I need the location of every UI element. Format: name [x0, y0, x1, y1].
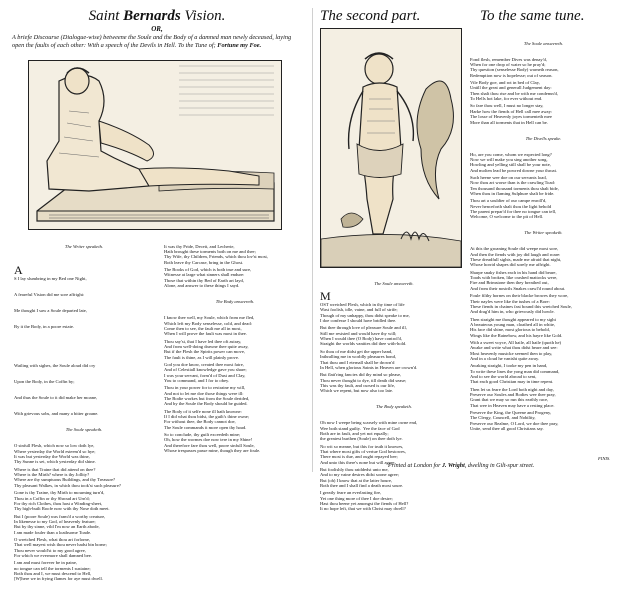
verse-line: This was thy fault, and cursed is our life,	[320, 382, 396, 388]
section-heading: The Soule answereth.	[523, 40, 564, 46]
verse-line: Where are thy sumptuous Buildings, and thy Treasure?	[14, 477, 116, 483]
verse-line: Thou in your power for to restraine my will,	[164, 385, 246, 391]
verse-line: Whose trespasses passe mine, though they are foule.	[164, 448, 261, 454]
verse-line: I greatly feare an everlasting fire,	[320, 490, 382, 496]
verse-block	[164, 315, 306, 453]
verse-block	[164, 244, 306, 289]
verse-line: Wee both stand guilty. Yee the face of God	[320, 425, 400, 431]
verse-line: In Hell, when glorious Saints in Heaven are crown'd.	[320, 364, 418, 370]
verse-line: At this the groaning Soule did weepe most sore,	[470, 246, 559, 252]
left-column-1: The Writer speaketh. A S I lay slumbring in my Bed one Night, A feareful Vision did me sore affright: Me thought I saw a Soule departed late, By it the Body, in a poore estate. Wailing with sighes, the Soule aloud did cry Upon the Body, in the Coffin by; And thus the Soule to it did make her moane, With grievous sobs, and many a bitter groane. The Soule speaketh. O sinfull Flesh, which now so low doth lye, Where yesterday the World esteem'd so hye; It was but yesterday the World was thine, Thy Sunne is set, which yesterday did shine. Where is that Traine that did attend on thee? Where is the Mirth? where is thy Jollity? Where are thy sumptuous Buildings, and thy Treasure? Thy pleasant Walkes, in which thou took'st such pleasure? Gone is thy Traine, thy Mirth to mourning turn'd, Thou in a Coffin or thy Shroud art Urn'd; For thy rich Clothes, thou hast a Winding-sheet, Thy high-built Roofe now with thy Nose doth meet. But I (poore Soule) was fram'd a worthy creature, In likenesse to my God, of heavenly feature; But by thy sinne, vild I'm now an Earth abode, I am made fouler than a loathsome Toade. O wretched Flesh, what thou art forlorne, That well mayest wish thou never hadst bin borne; Thou never would'st to my good agree, For which we evermore shall damned bee. I am and must forever be in paine, no tongue can tell the torments I sustaine; Both thou and I, we must descend to Hell, [W]here we in frying flames for aye must dwell.	[14, 233, 154, 592]
verse-line: Where is that Traine that did attend on thee?	[14, 466, 96, 472]
verse-line: Now thou art worse than is the crawling Toad:	[470, 180, 556, 186]
verse-line: Hast thou beene yet amongst the fiends of Hell?	[320, 501, 409, 507]
verse-line: Still me resisted and would have thy will;	[320, 330, 397, 336]
verse-line: The parent prepar'd for thee no tongue can tell,	[470, 209, 557, 214]
verse-line: Those that within thy Bed of Earth art layd,	[164, 277, 244, 283]
verse-block	[14, 443, 154, 581]
verse-line: Fire and Brimstone then they breathed out,	[470, 280, 549, 286]
verse-line: His face did shine, most glorious to behold,	[470, 327, 550, 333]
verse-line: Straight the worlds vanities did thee with-hold.	[320, 341, 407, 347]
verse-line: And unto this there's none but will agree.	[320, 459, 396, 465]
verse-line: More than all torments that in Hell can be.	[470, 119, 548, 125]
verse-line: Both thou and I, we must descend to Hell,	[14, 570, 92, 576]
verse-line: These dreadfull sights, made me afraid that night,	[470, 257, 562, 263]
verse-line: [W]here we in frying flames for aye must dwell.	[14, 576, 103, 582]
right-column-1	[320, 270, 468, 522]
verse-line: Thy question (senselesse Body) warneth reason,	[470, 67, 559, 73]
verse-line: That wee in Heaven may have a resting place.	[470, 402, 555, 408]
verse-line: A beauteous young man, cloathed all in white,	[470, 321, 556, 327]
verse-line: Both leave thy Carcase, bring in the Ghost.	[164, 259, 244, 265]
verse-line: And molten lead be powred downe your throat.	[470, 167, 558, 173]
verse-line: But thee through love of pleasure Soule and ill,	[320, 325, 407, 331]
verse-line: Wast foolish, idle, vaine, and full of strife;	[320, 307, 398, 313]
verse-line: Gone is thy Traine, thy Mirth to mourning turn'd,	[14, 490, 105, 496]
verse-line: O sinfull Flesh, which now so low doth lye,	[14, 443, 95, 449]
verse-line: O wretched Flesh, what thou art forlorne,	[14, 536, 91, 542]
second-part-title: The second part. To the same tune.	[320, 8, 585, 24]
verse-line: I am and must forever be in paine,	[14, 560, 78, 566]
verse-line: God you doe know, created thee most faire,	[164, 361, 244, 367]
verse-line: Then shalt thou rise and be with me condemn'd,	[470, 90, 558, 96]
verse-line: Then straight me thought appeared to my sight	[470, 316, 556, 322]
verse-line: If I did what thou bidst, the guilt's thine owne;	[164, 414, 250, 419]
verse-line: When thou in flaming Sulphure shalt be fride.	[470, 190, 555, 196]
verse-line: The Clergy, Councell, and Nobility,	[470, 415, 536, 421]
verse-line: And to my vaine desires didst soone agree;	[320, 472, 399, 478]
page-title: Saint Bernards Vision.	[88, 8, 226, 24]
finis-mark: FINIS.	[598, 456, 611, 461]
verse-line: When for one drop of water so he pray'd;	[470, 62, 546, 68]
drop-cap: A	[14, 263, 23, 278]
verse-line: Howling and yelling still shall be your note,	[470, 162, 551, 168]
left-column-2	[164, 233, 306, 464]
verse-line: You to command, and I for to obey.	[164, 377, 230, 383]
verse-line: Whose horrid shapes did sorely me affright.	[470, 262, 551, 268]
verse-line: Toads with broken, like crashed mattocks were,	[470, 275, 558, 281]
verse-line: For without thee, the Body cannot doe,	[164, 419, 236, 425]
verse-line: I doe confesse I should have bridled thee.	[320, 318, 397, 324]
verse-line: Thou in a Coffin or thy Shroud art Urn'd;	[14, 495, 90, 501]
verse-line: Now we will make you sing another song,	[470, 156, 548, 162]
verse-line: Sharpe snaky fishes each in his hand did beare,	[470, 269, 557, 275]
verse-line: Preserve our Realme, O Lord, we doe thee pray,	[470, 420, 559, 426]
right-column-2	[470, 30, 617, 442]
verse-line: Thy pleasant Walkes, in which thou took'st such pleasure?	[14, 482, 121, 488]
subtitle: A briefe Discourse (Dialogue-wise) betweene the Soule and the Body of a damned man newly deceased, laying open the faults of each other: With a speech of the Devils in Hell. To the Tune of; Fortune my Foe.	[12, 34, 292, 49]
verse-line: And not to let me doe those things were ill:	[164, 390, 244, 396]
verse-line: I am made fouler than a loathsome Toade.	[14, 529, 92, 535]
verse-line: The Body of it selfe none ill hath knowne:	[164, 408, 242, 414]
verse-line: Preserve the King, the Queene and Progeny,	[470, 410, 552, 416]
verse-line: Yet one thing more of thee I doe desire;	[320, 495, 393, 501]
section-heading: The Divells speake.	[525, 135, 562, 141]
verse-line: For thy rich Clothes, thou hast a Winding-sheet,	[14, 500, 103, 506]
verse-line: Inthralling me in worldly pleasures bond,	[320, 354, 397, 360]
verse-line: Both thee and I shall find a death most soure.	[320, 483, 404, 489]
verse-line: When I would thee (O Body) have control'd,	[320, 336, 402, 342]
verse-block	[320, 302, 468, 394]
verse-line: Harke how the fiends of Hell call mee away:	[470, 108, 553, 114]
verse-line: So thou of me didst get the upper hand,	[320, 348, 393, 354]
verse-line: In likenesse to my God, of heavenly feature;	[14, 518, 96, 524]
verse-line: Unite, send thee all good Christians say.	[470, 426, 544, 432]
stanza-1: A S I lay slumbring in my Bed one Night, A feareful Vision did me sore affright: Me thought I saw a Soule departed late, By it the Body, in a poore estate.	[14, 263, 87, 329]
verse-line: And from their nostrils Snakes crawl'd round about.	[470, 285, 566, 291]
verse-line: That thou and I eternall shall be drown'd	[320, 359, 395, 365]
verse-line: Awake and write what thou didst heare and see:	[470, 345, 558, 351]
or-line: OR,	[151, 25, 163, 33]
verse-line: Oh now I weepe being scarsely with mine owne end,	[320, 420, 418, 426]
verse-line: Welcome, O welcome to the pit of Hell.	[470, 214, 544, 220]
broadside-sheet	[8, 8, 617, 582]
verse-line: The Bodie workes but from the Soule derided,	[164, 395, 250, 401]
verse-line: Ten thousand thousand torments thou shalt bide,	[470, 185, 559, 191]
verse-line: The fault is thine, as I will plainly prove.	[164, 354, 240, 360]
verse-line: The Books of God, which is both true and sure,	[164, 267, 252, 273]
verse-line: Fond flesh, remember Dives was denay'd,	[470, 56, 547, 62]
verse-line: Redemption now is hopelesse; out of season.	[470, 72, 553, 78]
page-divider	[312, 8, 313, 472]
woodcut-image	[321, 29, 461, 267]
verse-line: Come then to see, the fault me all in most,	[164, 325, 242, 331]
verse-line: Untill the great and generall Judgement day:	[470, 85, 552, 91]
verse-line: The losse of Heavenly joyes tormenteth mee	[470, 114, 552, 120]
section-heading: The Body speaketh.	[376, 404, 412, 410]
section-heading: The Writer speaketh.	[64, 243, 104, 249]
verse-line: Foule filthy hornes on their blacke browes they wore,	[470, 293, 569, 299]
verse-line: Wings like the Rainebow, and his hayre like Gold.	[470, 332, 563, 338]
verse-line: Alone, and answer to these things I sayd.	[164, 283, 240, 289]
verse-line: That each good Christian may in time repent.	[470, 379, 554, 385]
verse-line: the greatest burthen (Soule) on thee doth lye.	[320, 436, 403, 442]
verse-line: Then let us feare the Lord both night and day,	[470, 386, 554, 392]
verse-line: Preserve our Soules and Bodies wee thee pray,	[470, 392, 556, 397]
verse-line: So to conclude, thy guilt exceedeth mine;	[164, 432, 241, 438]
verse-line: But if the Flesh the Spirits power can move,	[164, 349, 246, 355]
verse-line: Thy high-built Roofe now with thy Nose doth meet.	[14, 506, 110, 512]
verse-line: And drag'd him in, who grievously did howle.	[470, 309, 555, 315]
section-heading: The Body answereth.	[215, 299, 255, 305]
verse-line: When I will prove the fault was most in thee.	[164, 331, 247, 337]
verse-line: Thou never would'st to my good agree,	[14, 547, 86, 553]
verse-line: Awaking straight, I tooke my pen in hand,	[470, 363, 548, 369]
verse-line: It was thy Pride, Deceit, and Lecherie,	[164, 243, 235, 249]
imprint: Printed at London for J. Wright, dwelling in Gilt-spur street.	[388, 463, 535, 469]
verse-line: Most heavenly musicke seemed then to play,	[470, 350, 553, 356]
verse-line: To Hells hot lake, for ever without end.	[470, 96, 543, 102]
verse-block	[470, 57, 617, 125]
verse-line: no tongue can tell the torments I sustaine;	[14, 565, 91, 571]
verse-line: But (oh) I know that at the latter houre,	[320, 477, 393, 483]
verse-line: Ho, are you come, whom we expected long?	[470, 151, 552, 157]
woodcut-corpse-on-bed	[28, 60, 282, 230]
verse-line: There most is due, and ought repayed bee;	[320, 454, 398, 460]
verse-line: Vile Body goe, and rot in bed of Clay,	[470, 80, 540, 86]
verse-line: That well mayest wish thou never hadst bin borne;	[14, 542, 107, 548]
verse-line: And in a cloud he vanisht quite away.	[470, 355, 540, 361]
verse-line: But by thy sinne, vild I'm now an Earth abode,	[14, 524, 100, 530]
verse-line: Thy Wife, thy Children, Friends, which thou lov'st most,	[164, 254, 268, 260]
verse-line: But foolishly thou raiddedst unto me,	[320, 467, 389, 473]
verse-line: No wit so meane, but this for truth it knowes,	[320, 443, 404, 449]
verse-line: Thou say'st, that I have led thee oft astray,	[164, 338, 242, 344]
verse-line: And then the fiends with joy did laugh and roare:	[470, 251, 561, 257]
verse-block	[470, 246, 617, 431]
section-heading: The Writer speaketh.	[524, 230, 563, 236]
verse-line: The Soule commands it more open thy hoad.	[164, 424, 247, 430]
verse-line: Oh, how the wormes doe now tere in my Shine!	[164, 437, 253, 443]
verse-line: And by the Soule the Body should be guided.	[164, 401, 248, 407]
woodcut-devil-figure	[320, 28, 462, 268]
verse-line: And to see the world abroad to sent,	[470, 373, 537, 379]
section-heading: The Soule answereth.	[374, 280, 414, 286]
woodcut-image	[29, 61, 281, 229]
drop-cap: M	[320, 289, 331, 304]
second-part-page	[320, 8, 617, 512]
verse-line: For which we evermore shall damned bee.	[14, 552, 92, 558]
verse-line: Where yesterday the World esteem'd so hye;	[14, 448, 96, 454]
verse-line: These fiends in chaines fast bound this wretched Soule,	[470, 303, 572, 309]
verse-line: Which we repent, but now also too late.	[320, 388, 394, 394]
section-heading: The Soule speaketh.	[65, 427, 103, 433]
verse-line: Grant that we may so run this earthly race,	[470, 397, 549, 403]
verse-line: It no hope left, that we with Christ may dwell?	[320, 506, 406, 512]
verse-line: Which left my Body senselesse, cold, and dead:	[164, 320, 252, 326]
verse-line: Their nayles were like the tushes of a Bore:	[470, 298, 550, 304]
verse-line: OST wretched Flesh, which in thy time of life	[320, 302, 405, 308]
verse-line: Never henceforth shalt thou the light behold	[470, 203, 552, 209]
verse-line: Thy Sunne is set, which yesterday did shine.	[14, 459, 96, 465]
verse-line: To write these lines the yong man did command,	[470, 368, 560, 374]
verse-line: Witnesse at large what sinners shall endure:	[164, 272, 245, 278]
verse-line: Where is the Mirth? where is thy Jollity?	[14, 472, 90, 478]
verse-line: But I (poore Soule) was fram'd a worthy creature,	[14, 513, 106, 519]
first-part-page	[8, 8, 306, 582]
verse-line: I know thee well, my Soule, which from me fled,	[164, 315, 255, 321]
verse-line: Both are in fault, and yet not equally;	[320, 430, 389, 436]
verse-line: So fare thou well, I must no longer stay,	[470, 103, 544, 109]
verse-line: Thou never thought to dye, till death did sease;	[320, 377, 407, 383]
verse-line: I was your servant, form'd of Dust and Clay,	[164, 372, 246, 378]
verse-line: Hath brought these torments both on me and thee;	[164, 249, 256, 255]
verse-line: With a sweet voyce, All haile, all haile (quoth he)	[470, 339, 562, 345]
verse-line: And therefore fare thou well, poore sinfull Soule,	[164, 442, 255, 448]
verse-line: Such heene wee doe on our servants load,	[470, 174, 547, 180]
verse-line: And from well-doing drawne thee quite away,	[164, 343, 249, 349]
verse-line: It was but yesterday the World was thine,	[14, 454, 90, 460]
verse-line: And of Celestiall knowledge gave you share;	[164, 367, 247, 373]
verse-line: But flatt'ring fancies did thy mind so please,	[320, 372, 402, 378]
verse-block	[470, 152, 617, 220]
verse-line: That where most gifts of vertue God bestowes,	[320, 449, 406, 454]
verse-line: Though of my unhappy, thou didst speake to me,	[320, 312, 410, 318]
verse-line: Thou art a souldier of our campe enroll'd,	[470, 198, 547, 204]
